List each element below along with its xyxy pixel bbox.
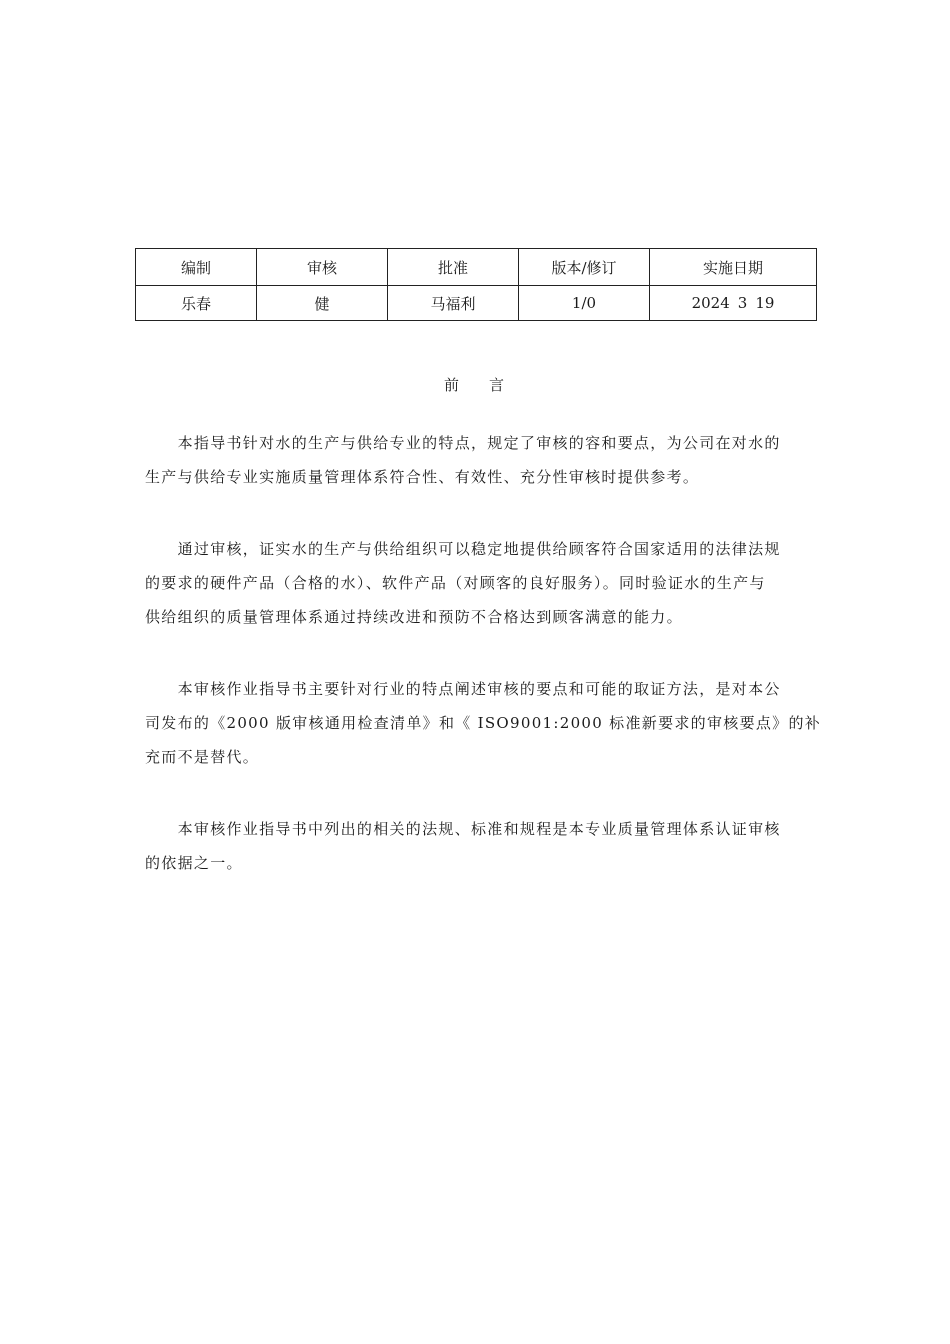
preface-paragraph-4: [145, 812, 807, 880]
paragraph-line: 生产与供给专业实施质量管理体系符合性、有效性、充分性审核时提供参考。: [145, 468, 700, 486]
header-effective-date: 实施日期: [650, 249, 817, 286]
date-year: 2024: [691, 294, 730, 312]
preface-paragraph-3: [145, 672, 822, 774]
header-reviewed-by: 审核: [257, 249, 388, 286]
value-compiled-by: 乐春: [136, 286, 257, 321]
approval-value-row: [136, 286, 817, 321]
header-approved-by: 批准: [388, 249, 519, 286]
paragraph-line: 司发布的《2000 版审核通用检查清单》和《 ISO9001:2000 标准新要求的审核要点》的补: [145, 714, 822, 732]
preface-paragraph-1: [145, 426, 807, 494]
approval-header-row: [136, 249, 817, 286]
paragraph-line: 的依据之一。: [145, 854, 243, 872]
paragraph-line: 的要求的硬件产品（合格的水）、软件产品（对顾客的良好服务）。同时验证水的生产与: [145, 574, 766, 592]
header-version: 版本/修订: [519, 249, 650, 286]
header-compiled-by: 编制: [136, 249, 257, 286]
paragraph-line: 通过审核，证实水的生产与供给组织可以稳定地提供给顾客符合国家适用的法律法规: [145, 540, 781, 558]
value-approved-by: 马福利: [388, 286, 519, 321]
approval-table: [135, 248, 817, 321]
paragraph-line: 本审核作业指导书中列出的相关的法规、标准和规程是本专业质量管理体系认证审核: [145, 820, 781, 838]
paragraph-line: 本审核作业指导书主要针对行业的特点阐述审核的要点和可能的取证方法，是对本公: [145, 680, 781, 698]
preface-title: 前 言: [443, 376, 507, 394]
value-reviewed-by: 健: [257, 286, 388, 321]
value-version: 1/0: [519, 286, 650, 321]
paragraph-line: 本指导书针对水的生产与供给专业的特点，规定了审核的容和要点，为公司在对水的: [145, 434, 781, 452]
date-day: 19: [755, 294, 775, 312]
date-month: 3: [737, 294, 748, 312]
value-effective-date: [650, 286, 817, 321]
paragraph-line: 充而不是替代。: [145, 748, 260, 766]
preface-paragraph-2: [145, 532, 807, 634]
paragraph-line: 供给组织的质量管理体系通过持续改进和预防不合格达到顾客满意的能力。: [145, 608, 683, 626]
